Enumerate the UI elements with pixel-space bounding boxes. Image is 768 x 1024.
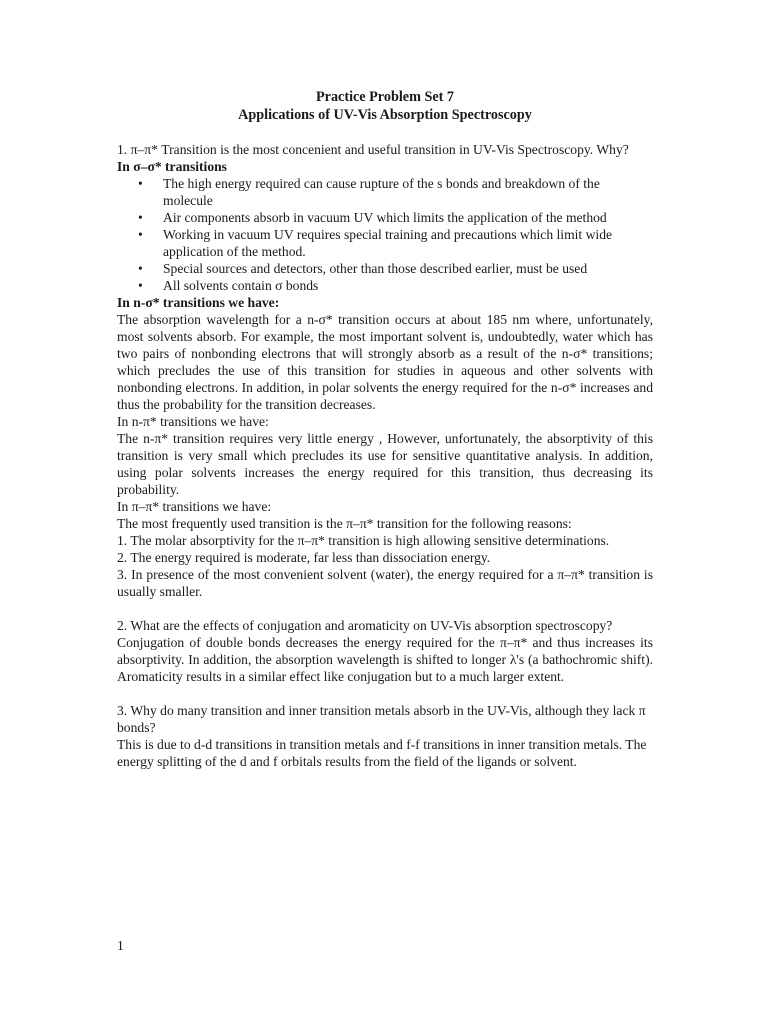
- q2-answer: Conjugation of double bonds decreases the energy required for the π–π* and thus increases its absorptivity. In addition, the absorption wavelength is shifted to longer λ's (a bathochromic shift). Aromaticity results in a similar effect like conjugation but to a much larger extent.: [117, 635, 653, 684]
- spacer: [117, 685, 653, 702]
- spacer: [117, 600, 653, 617]
- list-item: • The high energy required can cause rupture of the s bonds and breakdown of the molecule: [163, 175, 653, 209]
- page-content: [117, 88, 653, 770]
- n-sigma-paragraph: The absorption wavelength for a n-σ* transition occurs at about 185 nm where, unfortunately, most solvents absorb. For example, the most important solvent is, undoubtedly, water which has two pairs of nonbonding electrons that will strongly absorb as a result of the n-σ* transitions; which precludes the use of this transition for studies in aqueous and other solvents with nonbonding electrons. In addition, in polar solvents the energy required for the n-σ* increases and thus the probability for the transition decreases.: [117, 312, 653, 412]
- q3-question: 3. Why do many transition and inner transition metals absorb in the UV-Vis, although they lack π bonds?: [117, 703, 646, 735]
- n-pi-paragraph: The n-π* transition requires very little energy , However, unfortunately, the absorptivity of this transition is very small which precludes its use for sensitive quantitative analysis. In addition, using polar solvents increases the energy required for this transition, thus decreasing its probability.: [117, 431, 653, 497]
- n-sigma-heading: In n-σ* transitions we have:: [117, 295, 280, 310]
- list-item: • All solvents contain σ bonds: [163, 277, 653, 294]
- title-line-2: Applications of UV-Vis Absorption Spectroscopy: [238, 107, 532, 123]
- spacer: [117, 124, 653, 141]
- sigma-sigma-list: [117, 175, 653, 294]
- pi-pi-reason-2: 2. The energy required is moderate, far less than dissociation energy.: [117, 550, 491, 565]
- pi-pi-reason-3: 3. In presence of the most convenient solvent (water), the energy required for a π–π* transition is usually smaller.: [117, 567, 653, 599]
- q2-question: 2. What are the effects of conjugation and aromaticity on UV-Vis absorption spectroscopy?: [117, 618, 613, 633]
- list-item: • Working in vacuum UV requires special training and precautions which limit wide application of the method.: [163, 226, 653, 260]
- list-item: • Special sources and detectors, other than those described earlier, must be used: [163, 260, 653, 277]
- n-pi-heading: In n-π* transitions we have:: [117, 414, 269, 429]
- q1-question: 1. π–π* Transition is the most concenient and useful transition in UV-Vis Spectroscopy. Why?: [117, 142, 629, 157]
- pi-pi-intro: The most frequently used transition is the π–π* transition for the following reasons:: [117, 516, 572, 531]
- page-number: 1: [117, 938, 124, 953]
- pi-pi-reason-1: 1. The molar absorptivity for the π–π* transition is high allowing sensitive determinations.: [117, 533, 610, 548]
- list-item: • Air components absorb in vacuum UV which limits the application of the method: [163, 209, 653, 226]
- title-line-1: Practice Problem Set 7: [315, 89, 454, 105]
- sigma-sigma-heading: In σ–σ* transitions: [117, 159, 227, 174]
- q3-answer: This is due to d-d transitions in transition metals and f-f transitions in inner transition metals. The energy splitting of the d and f orbitals results from the field of the ligands or solvent.: [117, 737, 647, 769]
- pi-pi-heading: In π–π* transitions we have:: [117, 499, 272, 514]
